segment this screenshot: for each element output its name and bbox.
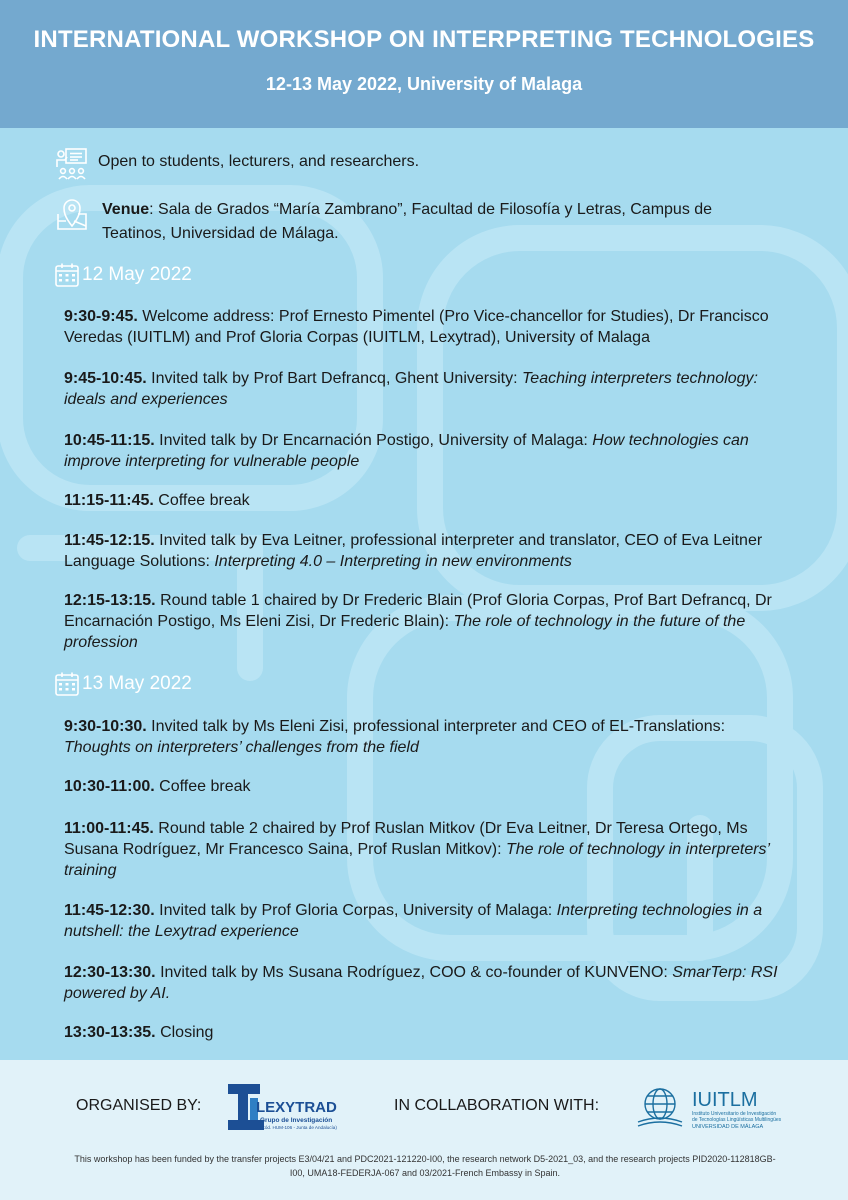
venue-text [102,198,712,246]
iuitlm-name: IUITLM [692,1089,758,1111]
header-banner [0,0,848,128]
day-label: 12 May 2022 [82,264,192,285]
schedule-item: 9:30-10:30. Invited talk by Ms Eleni Zisi, professional interpreter and CEO of EL-Translations: Thoughts on interpreters’ challenges from the field [64,718,726,756]
organised-by-label: ORGANISED BY: [76,1097,202,1114]
lexytrad-name: LEXYTRAD [256,1099,337,1116]
lexytrad-sub2: (Cód. HUM-106 - Junta de Andalucía) [260,1125,337,1130]
venue-line-2: Teatinos, Universidad de Málaga. [102,225,339,242]
schedule-item: 11:00-11:45. Round table 2 chaired by Prof Ruslan Mitkov (Dr Eva Leitner, Dr Teresa Ortego, Ms Susana Rodríguez, Mr Francesco Saina, Prof Ruslan Mitkov): The role of technology in interpreters’ training [64,820,771,879]
map-pin-icon [54,196,90,232]
footer [0,1060,848,1200]
venue-label: Venue [102,201,150,218]
schedule-item: 11:15-11:45. Coffee break [64,492,250,509]
funding-line-1: This workshop has been funded by the transfer projects E3/04/21 and PDC2021-121220-I00, the research network D5-2021_03, and the research projects PID2020-112818GB- [74,1154,776,1164]
audience-row [54,146,419,182]
iuitlm-logo [636,1084,806,1132]
schedule-item: 10:30-11:00. Coffee break [64,778,251,795]
lexytrad-logo [226,1082,346,1134]
iuitlm-sub1: Instituto Universitario de Investigación [692,1111,777,1117]
schedule-item: 12:15-13:15. Round table 1 chaired by Dr Frederic Blain (Prof Gloria Corpas, Prof Bart Defrancq, Dr Encarnación Postigo, Ms Eleni Zisi, Dr Frederic Blain): The role of technology in the future of the profession [64,592,772,651]
audience-text: Open to students, lecturers, and researchers. [98,153,420,170]
calendar-icon [54,671,80,697]
schedule-item: 11:45-12:15. Invited talk by Eva Leitner, professional interpreter and translator, CEO of Eva Leitner Language Solutions: Interpreting 4.0 – Interpreting in new environments [64,532,763,570]
day-label: 13 May 2022 [82,673,192,694]
schedule-item: 11:45-12:30. Invited talk by Prof Gloria Corpas, University of Malaga: Interpreting technologies in a nutshell: the Lexytrad experience [64,902,763,940]
funding-note [14,1152,836,1180]
venue-line-1: : Sala de Grados “María Zambrano”, Facultad de Filosofía y Letras, Campus de [149,201,713,218]
iuitlm-sub2: de Tecnologías Lingüísticas Multilingües [692,1117,782,1123]
lexytrad-sub1: Grupo de Investigación [260,1117,333,1124]
calendar-icon [54,262,80,288]
program-panel [0,128,848,1060]
day-heading-1 [54,262,192,288]
page-subtitle: 12-13 May 2022, University of Malaga [265,74,583,94]
venue-row [54,196,712,246]
iuitlm-sub3: UNIVERSIDAD DE MÁLAGA [692,1124,764,1130]
schedule-item: 9:45-10:45. Invited talk by Prof Bart Defrancq, Ghent University: Teaching interpreters technology: ideals and experiences [64,370,758,408]
presentation-audience-icon [54,146,90,182]
schedule-item: 13:30-13:35. Closing [64,1024,214,1041]
day-heading-2 [54,671,192,697]
schedule-item: 10:45-11:15. Invited talk by Dr Encarnación Postigo, University of Malaga: How technologies can improve interpreting for vulnerable people [64,432,749,470]
schedule-item: 12:30-13:30. Invited talk by Ms Susana Rodríguez, COO & co-founder of KUNVENO: SmarTerp: RSI powered by AI. [64,964,778,1002]
page-title: INTERNATIONAL WORKSHOP ON INTERPRETING TECHNOLOGIES [33,26,815,53]
schedule-item: 9:30-9:45. Welcome address: Prof Ernesto Pimentel (Pro Vice-chancellor for Studies), Dr Francisco Veredas (IUITLM) and Prof Gloria Corpas (IUITLM, Lexytrad), University of Malaga [64,308,769,346]
funding-line-2: I00, UMA18-FEDERJA-067 and 03/2021-French Embassy in Spain. [289,1168,561,1178]
collaboration-label: IN COLLABORATION WITH: [394,1097,600,1114]
